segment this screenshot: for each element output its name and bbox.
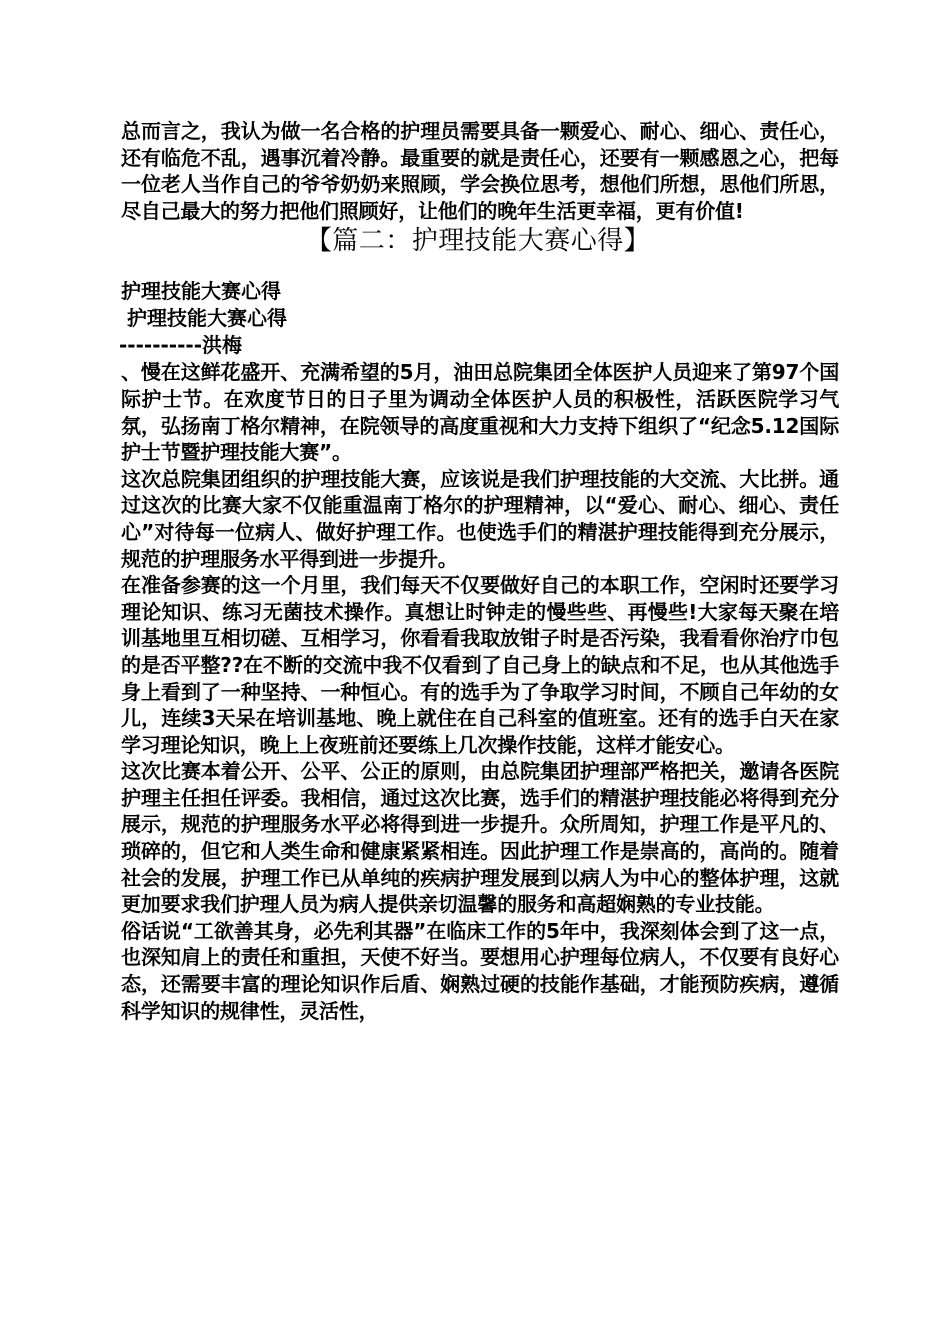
section-heading: 【篇二：护理技能大赛心得】 (305, 226, 651, 257)
intro-paragraph: 总而言之，我认为做一名合格的护理员需要具备一颗爱心、耐心、细心、责任心，还有临危不乱，遇事沉着冷静。最重要的就是责任心，还要有一颗感恩之心，把每一位老人当作自己的爷爷奶奶来照顾，学会换位思考，想他们所想，思他们所思，尽自己最大的努力把他们照顾好，让他们的晚年生活更幸福，更有价值! (121, 119, 839, 223)
article-subtitle: 护理技能大赛心得 (127, 306, 287, 331)
body-paragraph-4: 这次比赛本着公开、公平、公正的原则，由总院集团护理部严格把关，邀请各医院护理主任担任评委。我相信，通过这次比赛，选手们的精湛护理技能必将得到充分展示，规范的护理服务水平必将得到进一步提升。众所周知，护理工作是平凡的、琐碎的，但它和人类生命和健康紧紧相连。因此护理工作是崇高的，高尚的。随着社会的发展，护理工作已从单纯的疾病护理发展到以病人为中心的整体护理，这就更加要求我们护理人员为病人提供亲切温馨的服务和高超娴熟的专业技能。 (121, 759, 839, 917)
body-paragraph-3: 在准备参赛的这一个月里，我们每天不仅要做好自己的本职工作，空闲时还要学习理论知识、练习无菌技术操作。真想让时钟走的慢些些、再慢些!大家每天聚在培训基地里互相切磋、互相学习，你看看我取放钳子时是否污染，我看看你治疗巾包的是否平整??在不断的交流中我不仅看到了自己身上的缺点和不足，也从其他选手身上看到了一种坚持、一种恒心。有的选手为了争取学习时间，不顾自己年幼的女儿，连续3天呆在培训基地、晚上就住在自己科室的值班室。还有的选手白天在家学习理论知识，晚上上夜班前还要练上几次操作技能，这样才能安心。 (121, 573, 839, 757)
body-paragraph-5: 俗话说“工欲善其身，必先利其器”在临床工作的5年中，我深刻体会到了这一点，也深知肩上的责任和重担，天使不好当。要想用心护理每位病人，不仅要有良好心态，还需要丰富的理论知识作后盾、娴熟过硬的技能作基础，才能预防疾病，遵循科学知识的规律性，灵活性， (121, 918, 839, 1023)
body-paragraph-2: 这次总院集团组织的护理技能大赛，应该说是我们护理技能的大交流、大比拼。通过这次的比赛大家不仅能重温南丁格尔的护理精神，以“爱心、耐心、细心、责任心”对待每一位病人、做好护理工作。也使选手们的精湛护理技能得到充分展示，规范的护理服务水平得到进一步提升。 (121, 466, 839, 571)
author-line: ----------洪梅 (119, 333, 243, 358)
article-title: 护理技能大赛心得 (121, 279, 281, 304)
body-paragraph-1: 、慢在这鲜花盛开、充满希望的5月，油田总院集团全体医护人员迎来了第97个国际护士节。在欢度节日的日子里为调动全体医护人员的积极性，活跃医院学习气氛，弘扬南丁格尔精神，在院领导的高度重视和大力支持下组织了“纪念5.12国际护士节暨护理技能大赛”。 (121, 360, 839, 465)
document-page (117, 118, 839, 1024)
